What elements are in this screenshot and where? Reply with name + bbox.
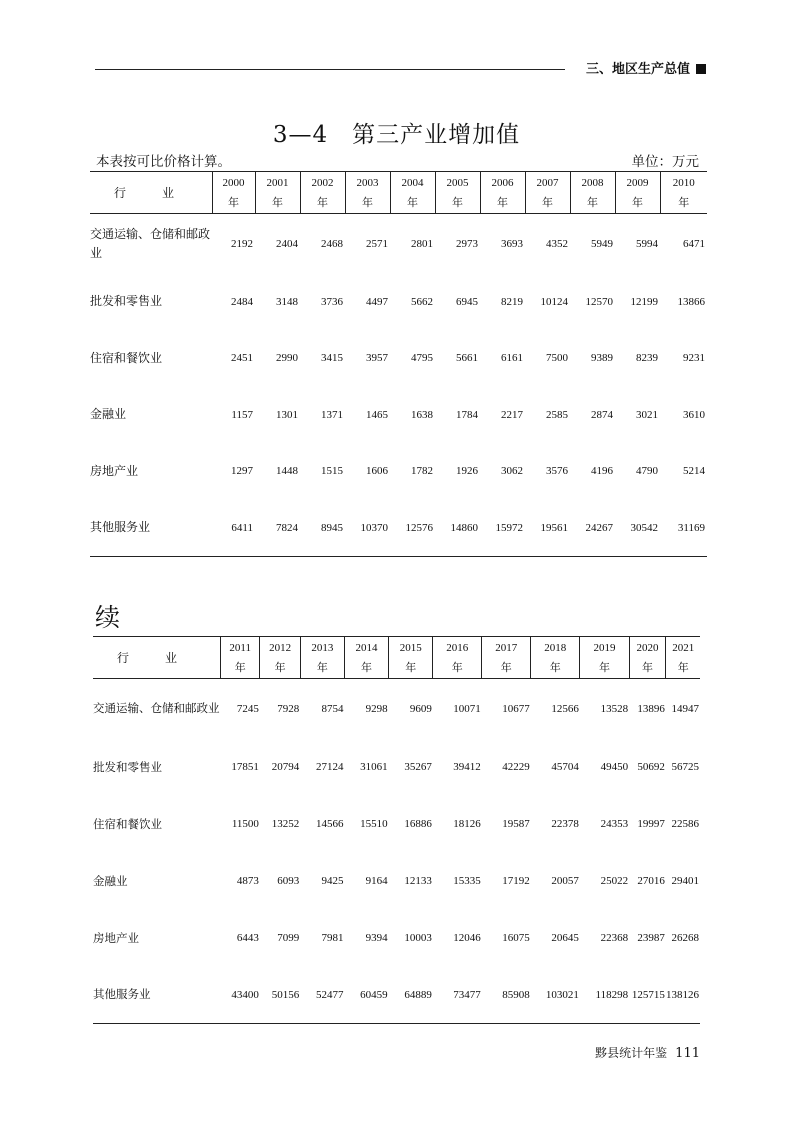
industry-column-header	[93, 637, 221, 679]
value-cell: 3148	[276, 295, 298, 308]
value-cell: 6161	[501, 352, 523, 365]
year-column-header	[482, 637, 531, 679]
year-suffix: 年	[361, 661, 373, 674]
value-cell: 1465	[366, 408, 388, 421]
value-cell: 19997	[637, 818, 665, 830]
year-suffix: 年	[549, 661, 561, 674]
year-column-header	[580, 637, 629, 679]
value-cell: 7824	[276, 521, 298, 534]
industry-name-cell: 批发和零售业	[90, 294, 163, 309]
year-suffix: 年	[362, 196, 373, 209]
value-cell: 22368	[600, 932, 629, 944]
year-label: 2000	[222, 176, 245, 189]
header-row	[93, 637, 700, 679]
value-cell: 45704	[551, 761, 579, 773]
value-cell: 3693	[501, 237, 523, 250]
table-row	[93, 910, 700, 967]
year-label: 2008	[581, 176, 604, 189]
value-cell: 20794	[271, 761, 300, 773]
year-column-header	[390, 172, 435, 214]
year-label: 2001	[266, 176, 289, 189]
value-added-table-2000-2010	[90, 171, 707, 557]
value-cell: 31169	[677, 521, 705, 534]
value-cell: 1926	[456, 465, 478, 478]
year-suffix: 年	[452, 196, 463, 209]
year-suffix: 年	[500, 661, 512, 674]
value-cell: 43400	[231, 988, 259, 1001]
yearbook-name: 黟县统计年鉴	[595, 1046, 668, 1060]
value-cell: 56725	[671, 761, 699, 773]
value-cell: 6471	[683, 237, 705, 250]
year-column-header	[212, 172, 255, 214]
industry-name-cell: 金融业	[90, 407, 127, 422]
value-cell: 11500	[231, 818, 259, 830]
value-cell: 12570	[585, 295, 613, 308]
value-cell: 27124	[315, 761, 344, 773]
value-cell: 3576	[546, 465, 568, 478]
value-cell: 13528	[600, 702, 629, 715]
value-cell: 1301	[276, 408, 298, 421]
value-cell: 2217	[501, 408, 523, 421]
year-suffix: 年	[677, 661, 689, 674]
value-cell: 73477	[453, 988, 481, 1001]
year-suffix: 年	[234, 661, 246, 674]
year-label: 2014	[355, 641, 378, 654]
year-label: 2020	[636, 641, 659, 654]
industry-name-cell: 住宿和餐饮业	[93, 816, 162, 831]
value-cell: 2468	[321, 237, 343, 250]
year-label: 2018	[544, 641, 567, 654]
industry-header-text: 行 业	[117, 650, 178, 665]
value-cell: 2484	[231, 295, 253, 308]
year-label: 2019	[593, 641, 616, 654]
value-cell: 2192	[231, 237, 253, 250]
value-cell: 103021	[545, 988, 579, 1001]
value-cell: 4790	[636, 465, 658, 478]
value-cell: 5661	[456, 352, 478, 365]
table-row	[93, 796, 700, 853]
year-column-header	[345, 172, 390, 214]
table-row	[90, 443, 707, 500]
value-cell: 1448	[276, 465, 298, 478]
value-cell: 12046	[453, 932, 481, 944]
value-cell: 9164	[365, 875, 388, 887]
value-cell: 138126	[666, 988, 699, 1001]
year-suffix: 年	[317, 196, 328, 209]
header-row	[90, 172, 707, 214]
value-cell: 8945	[321, 521, 343, 534]
value-cell: 35267	[404, 761, 432, 773]
value-cell: 26268	[671, 932, 699, 944]
industry-column-header	[90, 172, 212, 214]
year-suffix: 年	[678, 196, 690, 209]
value-cell: 13866	[677, 295, 705, 308]
table-row	[93, 679, 700, 739]
year-label: 2012	[269, 641, 292, 654]
value-cell: 17851	[231, 761, 259, 773]
value-cell: 6945	[456, 295, 478, 308]
header-rule	[95, 69, 565, 70]
value-cell: 125715	[631, 988, 665, 1001]
value-cell: 3610	[683, 408, 705, 421]
industry-name-cell: 交通运输、仓储和邮政业	[93, 701, 220, 716]
table-row	[90, 387, 707, 444]
table-row	[90, 274, 707, 331]
year-label: 2011	[229, 641, 251, 654]
value-cell: 2990	[276, 352, 298, 365]
year-column-header	[260, 637, 300, 679]
value-cell: 5994	[636, 237, 658, 250]
section-label	[586, 58, 706, 77]
industry-name-cell: 其他服务业	[90, 520, 151, 534]
value-cell: 25022	[600, 875, 629, 887]
industry-name-cell: 交通运输、仓储和邮政业	[90, 226, 211, 260]
value-cell: 1371	[321, 408, 343, 421]
year-label: 2007	[536, 176, 559, 189]
section-label-text: 三、地区生产总值	[586, 62, 691, 77]
value-cell: 2801	[411, 237, 433, 250]
year-suffix: 年	[598, 661, 610, 674]
table-row	[90, 330, 707, 387]
value-cell: 2874	[591, 408, 613, 421]
value-cell: 3021	[636, 408, 658, 421]
table-row	[93, 739, 700, 796]
value-cell: 52477	[315, 988, 344, 1001]
value-cell: 9394	[365, 932, 388, 944]
value-cell: 1606	[366, 465, 388, 478]
year-column-header	[666, 637, 700, 679]
page-title: 3—4 第三产业增加值	[272, 122, 521, 148]
value-cell: 2451	[231, 352, 253, 365]
year-column-header	[480, 172, 525, 214]
value-cell: 4873	[236, 875, 259, 887]
value-cell: 16075	[502, 932, 530, 944]
year-label: 2004	[401, 176, 424, 189]
value-cell: 6411	[231, 521, 253, 534]
industry-name-cell: 住宿和餐饮业	[90, 350, 163, 365]
value-cell: 60459	[360, 988, 388, 1001]
value-cell: 64889	[404, 988, 432, 1001]
value-cell: 27016	[637, 875, 665, 887]
value-cell: 10071	[453, 702, 481, 715]
table-row	[93, 967, 700, 1024]
value-cell: 19587	[502, 818, 530, 830]
value-cell: 7500	[546, 352, 568, 365]
industry-header-text: 行 业	[114, 185, 175, 200]
year-suffix: 年	[451, 661, 463, 674]
value-cell: 8219	[501, 295, 523, 308]
table-row	[90, 214, 707, 274]
value-cell: 15972	[495, 521, 523, 534]
value-cell: 14566	[315, 818, 344, 830]
page-number: 111	[675, 1046, 700, 1061]
value-cell: 1638	[411, 408, 433, 421]
industry-name-cell: 房地产业	[90, 463, 139, 478]
value-cell: 4196	[591, 465, 613, 478]
value-cell: 10003	[404, 932, 432, 944]
year-label: 2017	[495, 641, 518, 654]
value-cell: 9389	[591, 352, 613, 365]
year-column-header	[570, 172, 615, 214]
value-cell: 20057	[551, 875, 579, 887]
value-cell: 3415	[321, 352, 343, 365]
year-column-header	[389, 637, 433, 679]
year-suffix: 年	[405, 661, 417, 674]
year-suffix: 年	[228, 196, 239, 209]
value-cell: 8754	[321, 702, 344, 715]
value-cell: 1784	[456, 408, 478, 421]
value-cell: 10677	[502, 702, 530, 715]
value-cell: 9609	[409, 702, 432, 715]
value-cell: 39412	[453, 761, 481, 773]
continued-label: 续	[95, 603, 121, 632]
value-cell: 9425	[321, 875, 344, 887]
year-suffix: 年	[642, 661, 653, 674]
year-column-header	[660, 172, 707, 214]
value-cell: 2585	[546, 408, 568, 421]
year-column-header	[615, 172, 660, 214]
value-cell: 118298	[595, 988, 629, 1001]
year-label: 2021	[672, 641, 695, 654]
year-suffix: 年	[497, 196, 508, 209]
year-column-header	[300, 172, 345, 214]
value-cell: 7245	[236, 702, 259, 715]
value-cell: 3736	[321, 295, 343, 308]
value-cell: 10124	[540, 295, 568, 308]
value-cell: 31061	[360, 761, 388, 773]
value-cell: 4795	[411, 352, 433, 365]
value-cell: 9231	[683, 352, 705, 365]
industry-name-cell: 批发和零售业	[93, 759, 162, 774]
value-cell: 2571	[366, 237, 388, 250]
year-label: 2005	[446, 176, 469, 189]
unit-label: 单位：万元	[631, 154, 699, 170]
value-cell: 30542	[630, 521, 658, 534]
value-cell: 20645	[551, 932, 579, 944]
year-column-header	[531, 637, 580, 679]
value-cell: 22586	[671, 818, 699, 830]
value-cell: 14947	[671, 702, 699, 715]
value-cell: 24353	[600, 818, 629, 830]
year-label: 2002	[311, 176, 334, 189]
year-column-header	[255, 172, 300, 214]
value-cell: 13896	[637, 702, 665, 715]
year-suffix: 年	[587, 196, 598, 209]
value-cell: 13252	[271, 818, 300, 830]
square-bullet-icon	[696, 64, 706, 74]
value-cell: 2973	[456, 237, 478, 250]
value-cell: 1515	[321, 465, 343, 478]
value-cell: 12576	[405, 521, 433, 534]
value-cell: 17192	[502, 875, 530, 887]
table-row	[90, 500, 707, 557]
value-cell: 19561	[540, 521, 568, 534]
value-cell: 9298	[365, 702, 388, 715]
value-cell: 18126	[453, 818, 481, 830]
year-suffix: 年	[272, 196, 283, 209]
year-label: 2015	[399, 641, 422, 654]
value-cell: 23987	[637, 932, 665, 944]
value-cell: 7928	[277, 702, 300, 715]
value-cell: 7981	[321, 932, 344, 944]
value-cell: 6443	[236, 932, 259, 944]
value-cell: 5949	[591, 237, 613, 250]
value-cell: 12566	[551, 702, 579, 715]
value-cell: 4352	[546, 237, 568, 250]
value-cell: 3957	[366, 352, 388, 365]
year-column-header	[344, 637, 388, 679]
value-cell: 42229	[502, 761, 530, 773]
value-cell: 50692	[637, 761, 665, 773]
value-cell: 22378	[551, 818, 579, 830]
value-added-table-2011-2021	[93, 636, 700, 1024]
value-cell: 16886	[404, 818, 432, 830]
value-cell: 1157	[231, 408, 253, 421]
year-label: 2009	[626, 176, 649, 189]
value-cell: 50156	[271, 988, 300, 1001]
value-cell: 14860	[450, 521, 478, 534]
year-column-header	[221, 637, 260, 679]
year-label: 2003	[356, 176, 379, 189]
value-cell: 12133	[404, 875, 432, 887]
table-note: 本表按可比价格计算。	[96, 154, 231, 170]
value-cell: 1297	[231, 465, 253, 478]
value-cell: 8239	[636, 352, 658, 365]
value-cell: 10370	[360, 521, 388, 534]
page-footer	[595, 1044, 700, 1061]
year-column-header	[629, 637, 666, 679]
value-cell: 24267	[585, 521, 613, 534]
value-cell: 85908	[502, 988, 530, 1001]
value-cell: 6093	[277, 875, 300, 887]
value-cell: 7099	[277, 932, 300, 944]
year-label: 2010	[672, 176, 695, 189]
value-cell: 5662	[411, 295, 433, 308]
value-cell: 4497	[366, 295, 388, 308]
year-suffix: 年	[632, 196, 643, 209]
year-column-header	[433, 637, 482, 679]
year-suffix: 年	[542, 196, 553, 209]
value-cell: 5214	[683, 465, 705, 478]
value-cell: 3062	[501, 465, 523, 478]
year-column-header	[525, 172, 570, 214]
year-suffix: 年	[407, 196, 418, 209]
value-cell: 1782	[411, 465, 433, 478]
year-column-header	[300, 637, 344, 679]
year-label: 2016	[446, 641, 469, 654]
industry-name-cell: 金融业	[93, 873, 128, 888]
year-suffix: 年	[274, 661, 286, 674]
year-column-header	[435, 172, 480, 214]
value-cell: 49450	[600, 761, 629, 773]
year-suffix: 年	[316, 661, 328, 674]
table-row	[93, 853, 700, 910]
value-cell: 29401	[671, 875, 699, 887]
value-cell: 2404	[276, 237, 298, 250]
value-cell: 15510	[360, 818, 388, 830]
year-label: 2006	[491, 176, 514, 189]
industry-name-cell: 房地产业	[93, 930, 139, 945]
industry-name-cell: 其他服务业	[93, 987, 151, 1002]
value-cell: 12199	[630, 295, 658, 308]
year-label: 2013	[311, 641, 334, 654]
value-cell: 15335	[453, 875, 481, 887]
